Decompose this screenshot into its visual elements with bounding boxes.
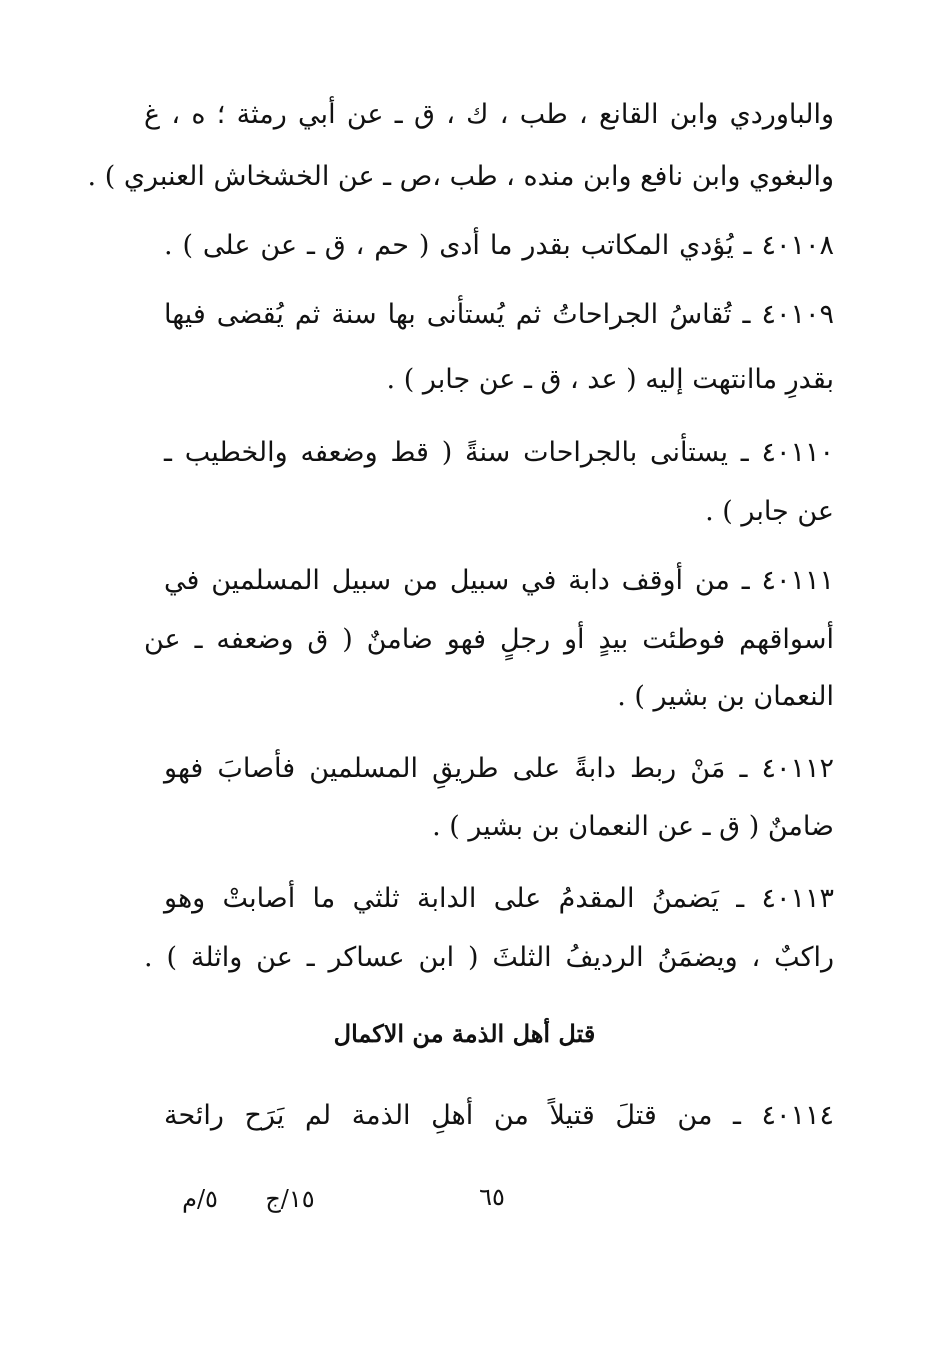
signature-mark: ٥/م [182, 1185, 218, 1213]
section-heading: قتل أهل الذمة من الاكمال [333, 1019, 596, 1048]
hadith-40110-line-1: ٤٠١١٠ ـ يستأنى بالجراحات سنةً ( قط وضعفه والخطيب ـ [164, 437, 834, 468]
hadith-40111-line-1: ٤٠١١١ ـ من أوقف دابة في سبيل من سبيل المسلمين في [164, 565, 834, 596]
hadith-40112-line-2: ضامنٌ ( ق ـ عن النعمان بن بشير ) . [432, 811, 834, 842]
page-number: ٦٥ [479, 1183, 505, 1211]
hadith-40113-line-2: راكبٌ ، ويضمَنُ الرديفُ الثلثَ ( ابن عساكر ـ عن واثلة ) . [144, 942, 834, 973]
hadith-40111-line-3: النعمان بن بشير ) . [617, 681, 834, 712]
hadith-40109-line-2: بقدرِ ماانتهت إليه ( عد ، ق ـ عن جابر ) . [386, 364, 834, 395]
hadith-40112-line-1: ٤٠١١٢ ـ مَنْ ربط دابةً على طريقِ المسلمين فأصابَ فهو [164, 753, 834, 784]
hadith-40110-line-2: عن جابر ) . [705, 496, 834, 527]
hadith-40114-line-1: ٤٠١١٤ ـ من قتلَ قتيلاً من أهلِ الذمة لم يَرَح رائحة [164, 1100, 834, 1131]
hadith-40111-line-2: أسواقهم فوطئت بيدٍ أو رجلٍ فهو ضامنٌ ( ق وضعفه ـ عن [144, 624, 834, 655]
volume-mark: ١٥/ج [265, 1185, 315, 1213]
text-line-1: والباوردي وابن القانع ، طب ، ك ، ق ـ عن أبي رمثة ؛ ه ، غ [144, 99, 834, 130]
hadith-40108-line: ٤٠١٠٨ ـ يُؤدي المكاتب بقدر ما أدى ( حم ، ق ـ عن على ) . [164, 230, 834, 261]
hadith-40113-line-1: ٤٠١١٣ ـ يَضمنُ المقدمُ على الدابة ثلثي ما أصابتْ وهو [164, 883, 834, 914]
hadith-40109-line-1: ٤٠١٠٩ ـ تُقاسُ الجراحاتُ ثم يُستأنى بها سنة ثم يُقضى فيها [164, 299, 834, 330]
text-line-2: والبغوي وابن نافع وابن منده ، طب ،ص ـ عن الخشخاش العنبري ) . [87, 161, 834, 192]
